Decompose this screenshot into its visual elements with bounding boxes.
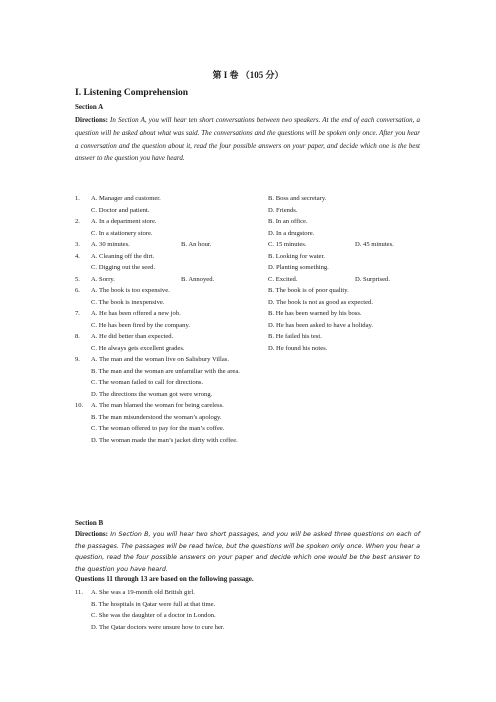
question-row bbox=[75, 216, 421, 228]
option-a: A. 30 minutes. bbox=[91, 241, 130, 248]
option-d: D. In a drugstore. bbox=[268, 229, 315, 237]
option-c: C. Excited. bbox=[268, 275, 298, 283]
question-row bbox=[75, 435, 421, 447]
question-number: 10. bbox=[75, 402, 84, 409]
question-row bbox=[75, 412, 421, 424]
option-c: C. Digging out the seed. bbox=[91, 264, 156, 271]
question-row bbox=[75, 262, 421, 274]
option-b: B. Looking for water. bbox=[268, 252, 325, 260]
option-c: C. Doctor and patient. bbox=[91, 206, 150, 214]
question-row bbox=[75, 251, 421, 263]
option-a: A. Manager and customer. bbox=[91, 195, 161, 202]
option-a: A. In a department store. bbox=[91, 218, 157, 225]
directions-label: Directions: bbox=[75, 530, 108, 538]
option-b: B. An hour. bbox=[181, 241, 212, 248]
option-d: D. He has been asked to have a holiday. bbox=[268, 321, 374, 329]
option-b: B. The book is of poor quality. bbox=[268, 287, 349, 294]
option-a: A. Sorry. bbox=[91, 275, 115, 283]
section-b-heading: Section B bbox=[75, 519, 104, 527]
option-a: A. She was a 19-month old British girl. bbox=[91, 589, 195, 596]
question-row bbox=[75, 343, 421, 355]
option-d: D. Planting something. bbox=[268, 264, 329, 271]
option-c: C. In a stationery store. bbox=[91, 229, 153, 237]
question-row bbox=[75, 308, 421, 320]
option-d: D. Friends. bbox=[268, 206, 298, 214]
section-a-directions bbox=[75, 114, 420, 165]
question-row bbox=[75, 205, 421, 217]
option-b: B. He has been warned by his boss. bbox=[268, 310, 362, 317]
option-c: C. 15 minutes. bbox=[268, 241, 307, 248]
option-b: B. Boss and secretary. bbox=[268, 195, 327, 202]
question-row bbox=[75, 320, 421, 332]
question-number: 11. bbox=[75, 589, 83, 596]
question-number: 2. bbox=[75, 218, 80, 225]
option-c: C. The book is inexpensive. bbox=[91, 298, 165, 306]
question-number: 3. bbox=[75, 241, 80, 248]
question-list bbox=[75, 193, 421, 446]
option-a: A. The book is too expensive. bbox=[91, 287, 170, 294]
question-number: 1. bbox=[75, 195, 80, 202]
option-a: A. The man and the woman live on Salisbury Villas. bbox=[91, 356, 229, 363]
option-d: D. 45 minutes. bbox=[355, 241, 394, 248]
part-heading: I. Listening Comprehension bbox=[75, 88, 189, 98]
directions-text: In Section A, you will hear ten short conversations between two speakers. At the end of each conversation, a question will be asked about what was said. The conversations and the questions will be spoken only once. After you hear a conversation and the question about it, read the four possible answers on your paper, and decide which one is the best answer to the question you have heard. bbox=[75, 116, 420, 163]
option-c: C. He has been fired by the company. bbox=[91, 321, 190, 329]
directions-label: Directions: bbox=[75, 116, 108, 124]
question-row bbox=[75, 228, 421, 240]
option-d: D. The Qatar doctors were unsure how to cure her. bbox=[91, 623, 225, 631]
option-d: D. Surprised. bbox=[355, 275, 390, 283]
section-b-directions bbox=[75, 529, 420, 575]
question-row bbox=[75, 389, 421, 401]
option-d: D. The book is not as good as expected. bbox=[268, 298, 373, 306]
question-number: 6. bbox=[75, 287, 80, 294]
option-a: A. The man blamed the woman for being careless. bbox=[91, 402, 224, 409]
question-row bbox=[75, 285, 421, 297]
question-11 bbox=[75, 587, 421, 633]
option-c: C. The woman offered to pay for the man’s coffee. bbox=[91, 425, 225, 432]
question-number: 4. bbox=[75, 252, 80, 260]
option-c: C. The woman failed to call for directions. bbox=[91, 379, 204, 386]
paper-title: 第 I 卷 （105 分） bbox=[212, 70, 284, 80]
question-row bbox=[75, 400, 421, 412]
question-row bbox=[75, 423, 421, 435]
option-b: B. The man misunderstood the woman’s apology. bbox=[91, 413, 222, 421]
question-row bbox=[75, 239, 421, 251]
question-row bbox=[75, 599, 421, 611]
question-row bbox=[75, 297, 421, 309]
option-c: C. She was the daughter of a doctor in London. bbox=[91, 612, 216, 619]
question-row bbox=[75, 587, 421, 599]
question-number: 8. bbox=[75, 333, 80, 340]
option-a: A. He has been offered a new job. bbox=[91, 310, 181, 317]
question-number: 5. bbox=[75, 275, 80, 283]
question-number: 7. bbox=[75, 310, 80, 317]
question-row bbox=[75, 354, 421, 366]
section-a-heading: Section A bbox=[75, 103, 104, 111]
option-b: B. The hospitals in Qatar were full at that time. bbox=[91, 600, 216, 608]
question-number: 9. bbox=[75, 356, 80, 363]
question-row bbox=[75, 610, 421, 622]
option-d: D. The woman made the man’s jacket dirty with coffee. bbox=[91, 436, 238, 444]
option-b: B. Annoyed. bbox=[181, 275, 215, 283]
question-row bbox=[75, 193, 421, 205]
option-d: D. The directions the woman got were wrong. bbox=[91, 390, 213, 398]
question-row bbox=[75, 366, 421, 378]
option-d: D. He found his notes. bbox=[268, 344, 328, 352]
option-b: B. He failed his test. bbox=[268, 333, 322, 340]
passage-heading: Questions 11 through 13 are based on the following passage. bbox=[75, 575, 254, 583]
option-b: B. In an office. bbox=[268, 218, 308, 225]
option-c: C. He always gets excellent grades. bbox=[91, 344, 185, 352]
option-a: A. He did better than expected. bbox=[91, 333, 174, 340]
directions-text: In Section B, you will hear two short passages, and you will be asked three questions on each of the passages. The passages will be read twice, but the questions will be spoken only once. When you hear a question, read the four possible answers on your paper and decide which one would be the best answer to the question you have heard. bbox=[75, 531, 420, 573]
question-row bbox=[75, 377, 421, 389]
option-a: A. Cleaning off the dirt. bbox=[91, 252, 155, 260]
question-row bbox=[75, 274, 421, 286]
question-row bbox=[75, 622, 421, 634]
question-row bbox=[75, 331, 421, 343]
option-b: B. The man and the woman are unfamiliar with the area. bbox=[91, 367, 240, 375]
